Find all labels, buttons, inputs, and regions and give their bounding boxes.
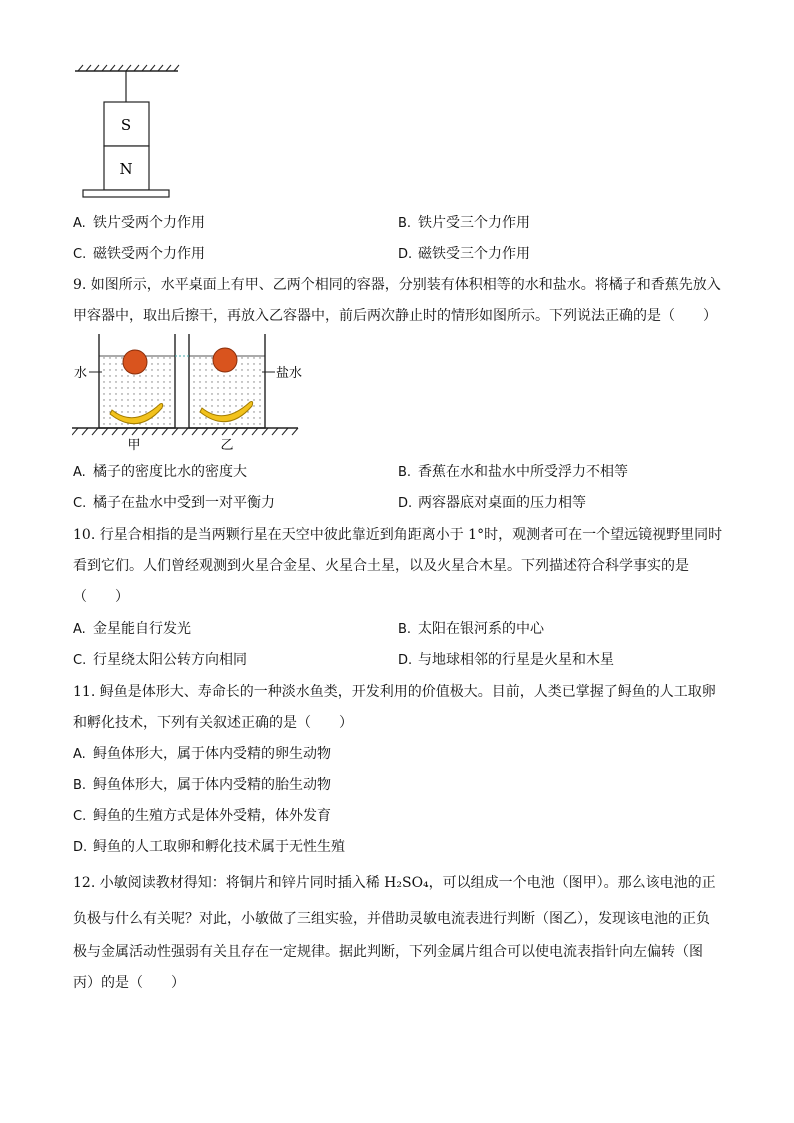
q9-stem-line-1: 9. 如图所示，水平桌面上有甲、乙两个相同的容器，分别装有体积相等的水和盐水。将橘子和香蕉先放入: [73, 277, 721, 293]
q11-option-b[interactable]: B. 鲟鱼体形大，属于体内受精的胎生动物: [73, 777, 331, 793]
q8-option-a[interactable]: A. 铁片受两个力作用: [73, 215, 205, 231]
salt-water-label: 盐水: [276, 366, 303, 381]
q11-option-d[interactable]: D. 鲟鱼的人工取卵和孵化技术属于无性生殖: [73, 839, 345, 855]
orange-in-water: [123, 350, 147, 374]
q10-stem-line-2: 看到它们。人们曾经观测到火星合金星、火星合土星，以及火星合木星。下列描述符合科学事实的是: [73, 558, 689, 574]
iron-plate: [83, 190, 169, 197]
q8-option-c[interactable]: C. 磁铁受两个力作用: [73, 246, 205, 262]
q11-stem-line-1: 11. 鲟鱼是体形大、寿命长的一种淡水鱼类，开发利用的价值极大。目前，人类已掌握了鲟鱼的人工取卵: [73, 684, 716, 700]
south-pole-label: S: [120, 116, 132, 134]
q10-option-c[interactable]: C. 行星绕太阳公转方向相同: [73, 652, 247, 668]
hanging-magnet-figure: [70, 62, 185, 202]
container-jia-label: 甲: [127, 438, 141, 452]
q9-stem-line-2: 甲容器中，取出后擦干，再放入乙容器中，前后两次静止时的情形如图所示。下列说法正确的是（ ）: [73, 308, 717, 324]
north-pole-label: N: [119, 160, 133, 178]
q10-stem-line-1: 10. 行星合相指的是当两颗行星在天空中彼此靠近到角距离小于 1°时，观测者可在一个望远镜视野里同时: [73, 527, 723, 543]
q11-stem-line-2: 和孵化技术，下列有关叙述正确的是（ ）: [73, 715, 353, 731]
q10-stem-line-3: （ ）: [73, 589, 129, 605]
q12-stem-line-3: 极与金属活动性强弱有关且存在一定规律。据此判断，下列金属片组合可以使电流表指针向左偏转（图: [73, 944, 703, 960]
q10-option-d[interactable]: D. 与地球相邻的行星是火星和木星: [398, 652, 614, 668]
q12-stem-line-2: 负极与什么有关呢？对此，小敏做了三组实验，并借助灵敏电流表进行判断（图乙），发现该电池的正负: [73, 911, 710, 927]
q11-option-a[interactable]: A. 鲟鱼体形大，属于体内受精的卵生动物: [73, 746, 331, 762]
q12-stem-line-4: 丙）的是（ ）: [73, 975, 185, 991]
q12-stem-line-1: 12. 小敏阅读教材得知：将铜片和锌片同时插入稀 H₂SO₄，可以组成一个电池（图甲）。那么该电池的正: [73, 875, 716, 891]
orange-in-salt-water: [213, 348, 237, 372]
q9-option-b[interactable]: B. 香蕉在水和盐水中所受浮力不相等: [398, 464, 628, 480]
q9-option-d[interactable]: D. 两容器底对桌面的压力相等: [398, 495, 586, 511]
q10-option-b[interactable]: B. 太阳在银河系的中心: [398, 621, 544, 637]
q8-option-d[interactable]: D. 磁铁受三个力作用: [398, 246, 530, 262]
container-yi-label: 乙: [220, 438, 234, 452]
q10-option-a[interactable]: A. 金星能自行发光: [73, 621, 191, 637]
containers-figure: [72, 332, 304, 452]
water-label: 水: [74, 366, 88, 381]
q9-option-a[interactable]: A. 橘子的密度比水的密度大: [73, 464, 247, 480]
q8-option-b[interactable]: B. 铁片受三个力作用: [398, 215, 530, 231]
q9-option-c[interactable]: C. 橘子在盐水中受到一对平衡力: [73, 495, 275, 511]
q11-option-c[interactable]: C. 鲟鱼的生殖方式是体外受精，体外发育: [73, 808, 331, 824]
